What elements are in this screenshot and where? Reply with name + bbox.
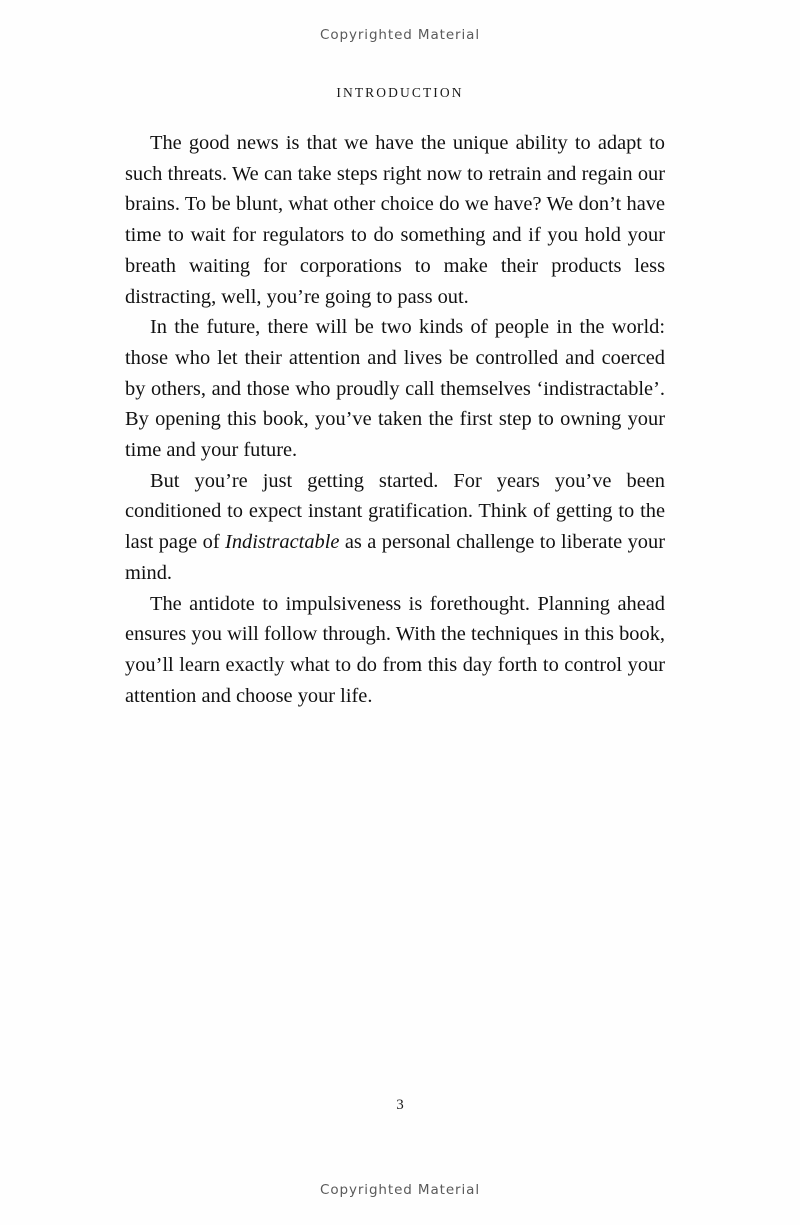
paragraph: The antidote to impulsiveness is forethought. Planning ahead ensures you will follow through. With the techniques in this book, you’ll learn exactly what to do from this day forth to control your attention and choose your life. bbox=[125, 592, 665, 707]
running-head: INTRODUCTION bbox=[336, 85, 464, 100]
paragraph: But you’re just getting started. For years you’ve been conditioned to expect instant gratification. Think of getting to the last page of Indistractable as a personal challenge to liberate your mind. bbox=[125, 469, 665, 584]
copyright-watermark-bottom: Copyrighted Material bbox=[320, 1182, 480, 1198]
page-number: 3 bbox=[396, 1097, 404, 1113]
copyright-watermark-top: Copyrighted Material bbox=[320, 27, 480, 43]
paragraph: The good news is that we have the unique ability to adapt to such threats. We can take steps right now to retrain and regain our brains. To be blunt, what other choice do we have? We don’t have time to wait for regulators to do something and if you hold your breath waiting for corporations to make their products less distracting, well, you’re going to pass out. bbox=[125, 132, 665, 308]
paragraph: In the future, there will be two kinds of people in the world: those who let their attention and lives be controlled and coerced by others, and those who proudly call themselves ‘indistractable’. By opening this book, you’ve taken the first step to owning your time and your future. bbox=[125, 316, 665, 462]
body-text bbox=[125, 128, 665, 711]
